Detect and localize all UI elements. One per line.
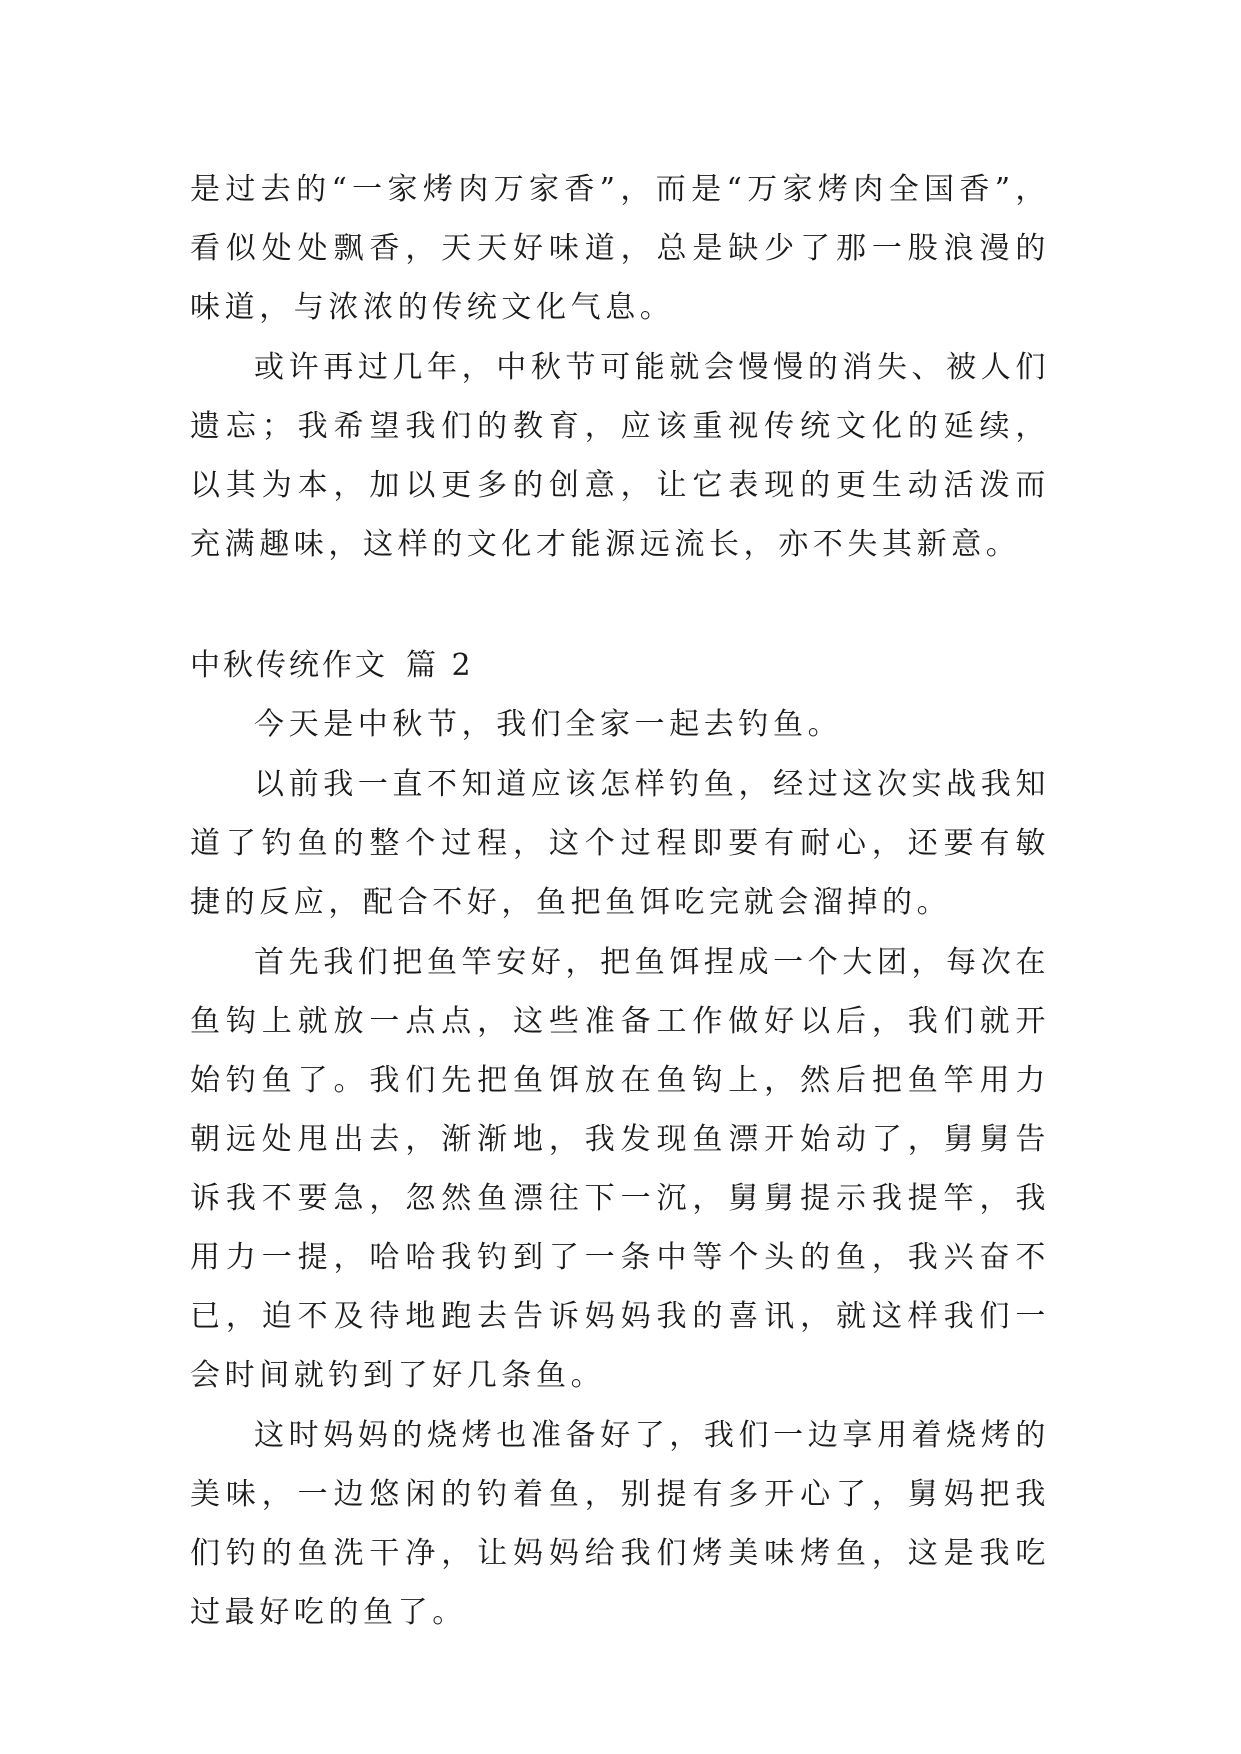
- essay-part-number: 篇 2: [406, 648, 474, 683]
- paragraph: 首先我们把鱼竿安好，把鱼饵捏成一个大团，每次在鱼钩上就放一点点，这些准备工作做好以后，我们就开始钓鱼了。我们先把鱼饵放在鱼钩上，然后把鱼竿用力朝远处甩出去，渐渐地，我发现鱼漂开始动了，舅舅告诉我不要急，忽然鱼漂往下一沉，舅舅提示我提竿，我用力一提，哈哈我钓到了一条中等个头的鱼，我兴奋不已，迫不及待地跑去告诉妈妈我的喜讯，就这样我们一会时间就钓到了好几条鱼。: [190, 945, 1050, 1393]
- paragraph: 以前我一直不知道应该怎样钓鱼，经过这次实战我知道了钓鱼的整个过程，这个过程即要有耐心，还要有敏捷的反应，配合不好，鱼把鱼饵吃完就会溜掉的。: [190, 767, 1050, 920]
- paragraph: 或许再过几年，中秋节可能就会慢慢的消失、被人们遗忘；我希望我们的教育，应该重视传统文化的延续，以其为本，加以更多的创意，让它表现的更生动活泼而充满趣味，这样的文化才能源远流长，亦不失其新意。: [190, 350, 1050, 562]
- paragraph: 这时妈妈的烧烤也准备好了，我们一边享用着烧烤的美味，一边悠闲的钓着鱼，别提有多开心了，舅妈把我们钓的鱼洗干净，让妈妈给我们烤美味烤鱼，这是我吃过最好吃的鱼了。: [190, 1418, 1050, 1630]
- essay-heading: [190, 636, 1050, 695]
- essay-section-1: [190, 160, 1050, 575]
- essay-title: 中秋传统作文: [190, 648, 388, 683]
- essay-section-2: [190, 636, 1050, 1643]
- paragraph: 今天是中秋节，我们全家一起去钓鱼。: [254, 707, 843, 742]
- paragraph-continued: 是过去的“一家烤肉万家香”，而是“万家烤肉全国香”，看似处处飘香，天天好味道，总是缺少了那一股浪漫的味道，与浓浓的传统文化气息。: [190, 172, 1050, 325]
